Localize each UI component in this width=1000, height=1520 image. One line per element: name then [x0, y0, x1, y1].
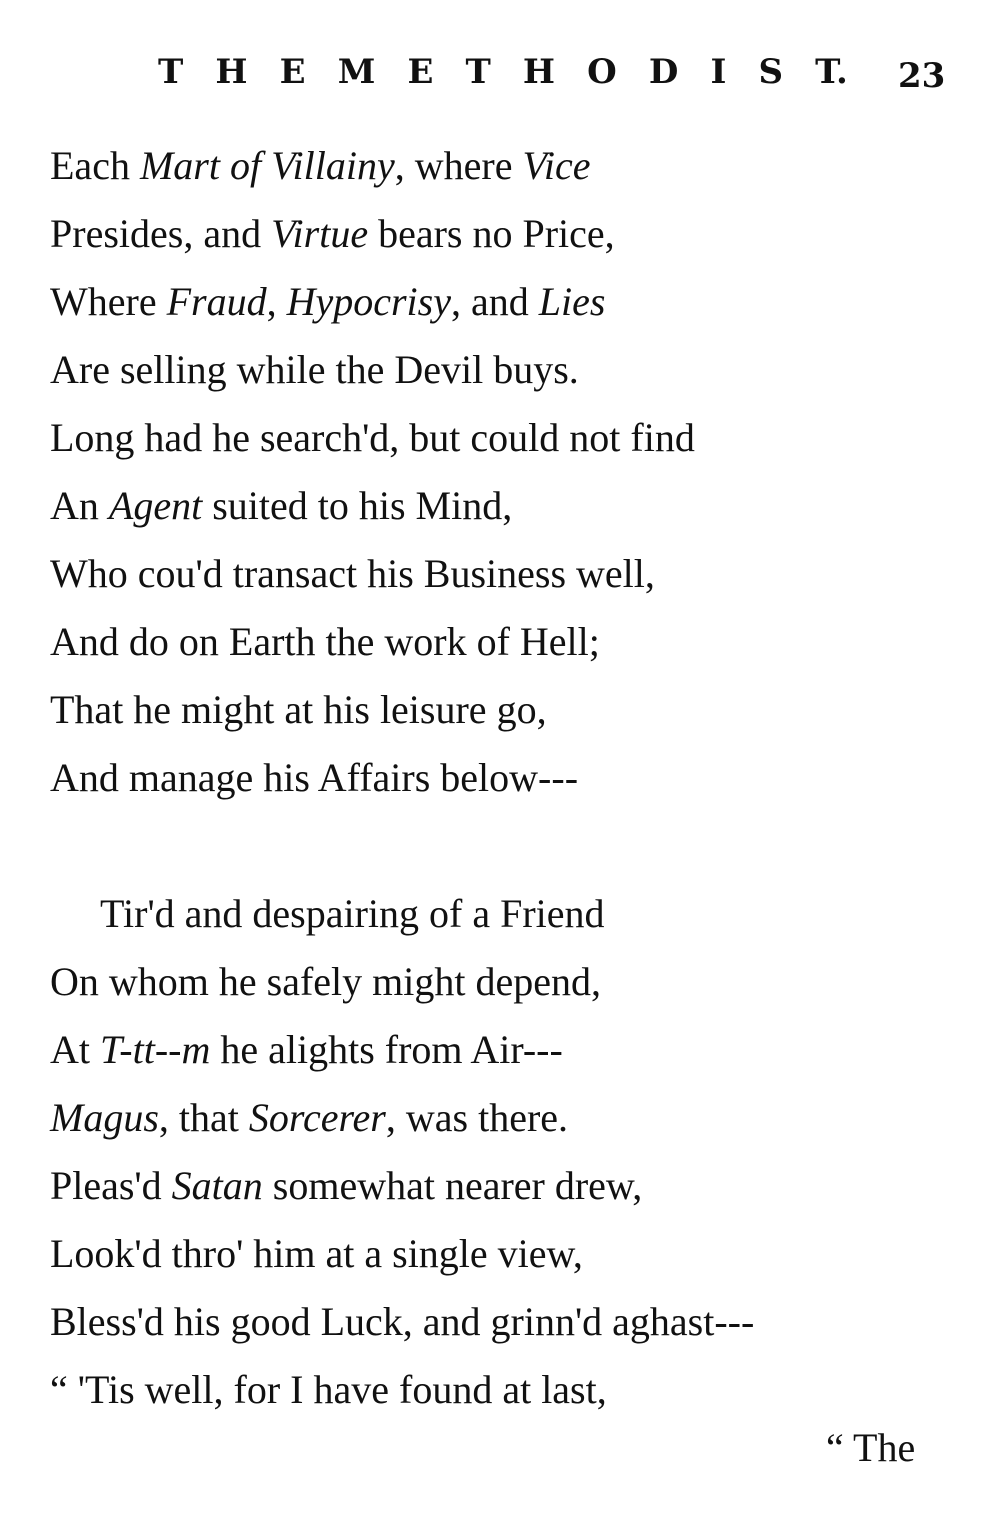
stanza-2	[50, 880, 754, 1424]
verse-text: Are selling while the Devil buys.	[50, 347, 579, 392]
verse-text: Where	[50, 279, 167, 324]
verse-line	[50, 948, 754, 1016]
verse-line	[50, 744, 695, 812]
verse-text: ,	[266, 279, 287, 324]
verse-line	[50, 1356, 754, 1424]
page-number: 23	[898, 56, 946, 96]
running-title-letter: H	[522, 52, 556, 92]
verse-text: Tir'd and despairing of a Friend	[100, 891, 605, 936]
running-title	[158, 52, 848, 92]
stanza-1	[50, 132, 695, 812]
verse-text: , where	[394, 143, 523, 188]
verse-text: Long had he search'd, but could not find	[50, 415, 695, 460]
verse-line	[50, 1016, 754, 1084]
verse-text: At	[50, 1027, 100, 1072]
verse-text: , was there.	[385, 1095, 569, 1140]
italic-text: Magus	[50, 1095, 159, 1140]
italic-text: Fraud	[166, 279, 267, 324]
verse-text: That he might at his leisure go,	[50, 687, 547, 732]
verse-text: suited to his Mind,	[202, 483, 513, 528]
verse-line	[50, 880, 754, 948]
verse-text: , and	[451, 279, 539, 324]
verse-line	[50, 1152, 754, 1220]
running-title-letter: O	[587, 52, 617, 92]
running-title-letter: M	[337, 52, 376, 92]
verse-text: Presides, and	[50, 211, 272, 256]
verse-line	[50, 540, 695, 608]
verse-line	[50, 200, 695, 268]
verse-text: Each	[50, 143, 140, 188]
verse-text: And do on Earth the work of Hell;	[50, 619, 600, 664]
verse-line	[50, 472, 695, 540]
verse-text: On whom he safely might depend,	[50, 959, 601, 1004]
verse-text: he alights from Air---	[210, 1027, 563, 1072]
verse-line	[50, 336, 695, 404]
italic-text: Sorcerer	[248, 1095, 386, 1140]
verse-text: somewhat nearer drew,	[262, 1163, 643, 1208]
running-title-letter: S	[758, 52, 784, 92]
running-title-letter: T	[465, 52, 491, 92]
verse-text: Who cou'd transact his Business well,	[50, 551, 655, 596]
catchword: “ The	[826, 1425, 916, 1470]
italic-text: Agent	[108, 483, 203, 528]
running-title-letter: T.	[815, 52, 848, 92]
italic-text: T-tt--m	[100, 1027, 211, 1072]
verse-text: Pleas'd	[50, 1163, 172, 1208]
verse-text: And manage his Affairs below---	[50, 755, 579, 800]
verse-line	[50, 132, 695, 200]
verse-line	[50, 1220, 754, 1288]
verse-line	[50, 404, 695, 472]
italic-text: Vice	[522, 143, 591, 188]
running-title-letter: D	[648, 52, 679, 92]
verse-text: bears no Price,	[368, 211, 615, 256]
verse-line	[50, 1288, 754, 1356]
running-title-letter: T	[158, 52, 184, 92]
italic-text: Mart of Villainy	[139, 143, 395, 188]
verse-line	[50, 268, 695, 336]
verse-text: Look'd thro' him at a single view,	[50, 1231, 583, 1276]
verse-text: “ 'Tis well, for I have found at last,	[50, 1367, 607, 1412]
italic-text: Hypocrisy	[286, 279, 451, 324]
verse-line	[50, 1084, 754, 1152]
verse-line	[50, 676, 695, 744]
verse-text: Bless'd his good Luck, and grinn'd aghast---	[50, 1299, 755, 1344]
running-title-letter: I	[710, 52, 727, 92]
verse-line	[50, 608, 695, 676]
running-title-letter: E	[407, 52, 434, 92]
verse-text: , that	[158, 1095, 249, 1140]
running-title-letter: H	[215, 52, 248, 92]
italic-text: Lies	[538, 279, 606, 324]
running-title-letter: E	[279, 52, 306, 92]
italic-text: Virtue	[271, 211, 369, 256]
italic-text: Satan	[171, 1163, 263, 1208]
verse-text: An	[50, 483, 109, 528]
